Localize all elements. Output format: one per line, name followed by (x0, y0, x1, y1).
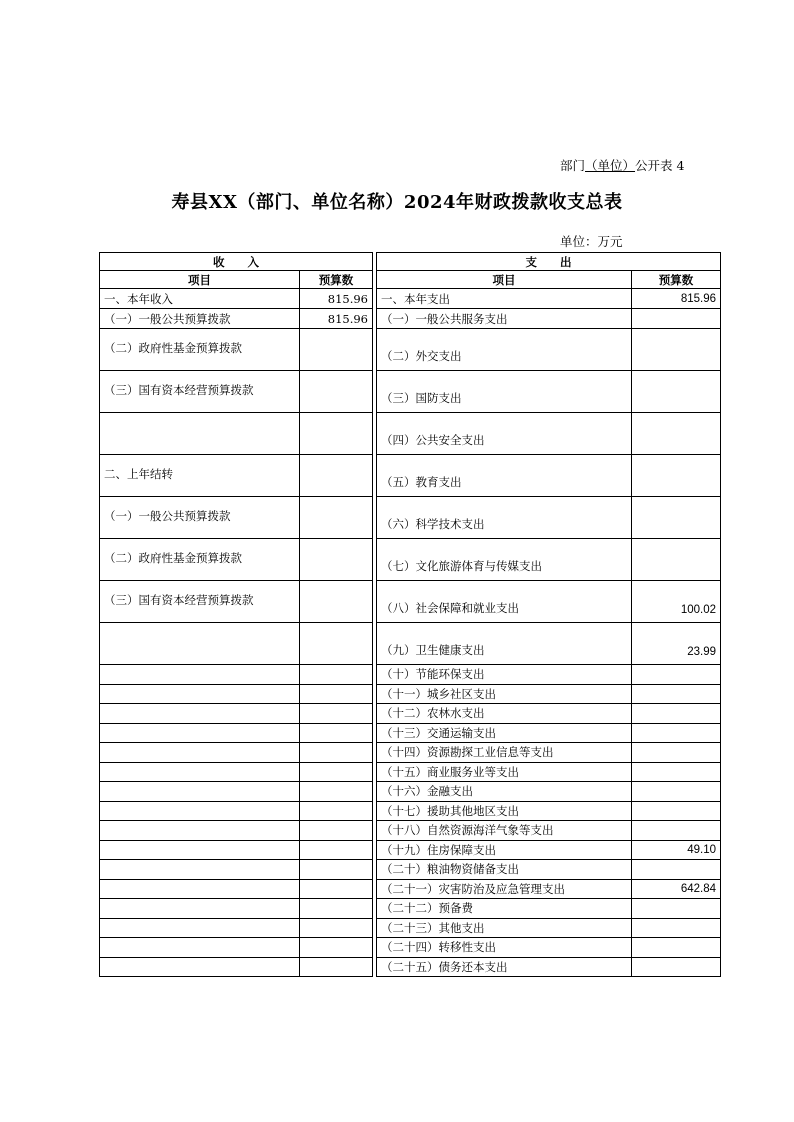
income-item-label (100, 957, 300, 977)
income-item-label: （一）一般公共预算拨款 (100, 309, 300, 329)
expense-budget-value: 100.02 (632, 581, 721, 623)
expense-item-label: （八）社会保障和就业支出 (377, 581, 632, 623)
expense-item-label: （二十四）转移性支出 (377, 938, 632, 958)
expense-item-label: （二十）粮油物资储备支出 (377, 860, 632, 880)
income-budget-value (300, 762, 373, 782)
table-row (100, 581, 721, 623)
expense-item-label: （三）国防支出 (377, 371, 632, 413)
table-row (100, 455, 721, 497)
expense-item-label: （二）外交支出 (377, 329, 632, 371)
expense-item-label: （十二）农林水支出 (377, 704, 632, 724)
table-row (100, 743, 721, 763)
expense-header: 支 出 (377, 253, 721, 271)
section-header-row (100, 253, 721, 271)
income-item-label (100, 899, 300, 919)
expense-budget-value (632, 957, 721, 977)
expense-budget-value (632, 743, 721, 763)
income-item-label: 一、本年收入 (100, 289, 300, 309)
income-item-label (100, 762, 300, 782)
table-row (100, 879, 721, 899)
income-item-label: （三）国有资本经营预算拨款 (100, 581, 300, 623)
expense-budget-value (632, 860, 721, 880)
table-row (100, 309, 721, 329)
expense-item-label: （十一）城乡社区支出 (377, 684, 632, 704)
income-item-label (100, 684, 300, 704)
income-item-header: 项目 (100, 271, 300, 289)
income-budget-value (300, 665, 373, 685)
expense-budget-value (632, 329, 721, 371)
income-budget-value (300, 539, 373, 581)
income-budget-value (300, 413, 373, 455)
table-row (100, 782, 721, 802)
expense-budget-value (632, 801, 721, 821)
column-header-row (100, 271, 721, 289)
income-item-label: 二、上年结转 (100, 455, 300, 497)
expense-budget-value: 23.99 (632, 623, 721, 665)
expense-item-label: （二十二）预备费 (377, 899, 632, 919)
unit-label: 单位：万元 (560, 234, 623, 249)
expense-budget-value (632, 497, 721, 539)
expense-budget-value: 49.10 (632, 840, 721, 860)
expense-item-label: （二十三）其他支出 (377, 918, 632, 938)
expense-budget-value (632, 455, 721, 497)
expense-item-label: （二十五）债务还本支出 (377, 957, 632, 977)
expense-item-label: （十四）资源勘探工业信息等支出 (377, 743, 632, 763)
table-row (100, 821, 721, 841)
income-item-label: （二）政府性基金预算拨款 (100, 329, 300, 371)
expense-item-label: （十八）自然资源海洋气象等支出 (377, 821, 632, 841)
table-row (100, 665, 721, 685)
expense-item-label: （十七）援助其他地区支出 (377, 801, 632, 821)
expense-budget-value (632, 938, 721, 958)
table-row (100, 497, 721, 539)
expense-item-label: （五）教育支出 (377, 455, 632, 497)
form-code-unit: （单位） (585, 158, 636, 173)
expense-item-label: （六）科学技术支出 (377, 497, 632, 539)
table-row (100, 684, 721, 704)
expense-item-header: 项目 (377, 271, 632, 289)
income-budget-value (300, 840, 373, 860)
expense-budget-value (632, 821, 721, 841)
income-budget-value (300, 743, 373, 763)
income-item-label (100, 782, 300, 802)
table-row (100, 957, 721, 977)
expense-budget-value (632, 723, 721, 743)
table-row (100, 860, 721, 880)
expense-item-label: （一）一般公共服务支出 (377, 309, 632, 329)
expense-item-label: （十三）交通运输支出 (377, 723, 632, 743)
expense-item-label: （七）文化旅游体育与传媒支出 (377, 539, 632, 581)
income-budget-value: 815.96 (300, 309, 373, 329)
income-budget-value (300, 782, 373, 802)
income-budget-header: 预算数 (300, 271, 373, 289)
income-item-label (100, 743, 300, 763)
expense-budget-value (632, 899, 721, 919)
expense-item-label: （十五）商业服务业等支出 (377, 762, 632, 782)
form-code-suffix: 公开表 4 (635, 158, 685, 173)
table-row (100, 918, 721, 938)
table-row (100, 801, 721, 821)
expense-budget-value (632, 413, 721, 455)
income-budget-value (300, 899, 373, 919)
income-budget-value (300, 704, 373, 724)
budget-summary-table (99, 252, 721, 977)
expense-budget-value (632, 684, 721, 704)
expense-budget-header: 预算数 (632, 271, 721, 289)
expense-item-label: 一、本年支出 (377, 289, 632, 309)
table-row (100, 762, 721, 782)
income-budget-value (300, 371, 373, 413)
expense-budget-value (632, 918, 721, 938)
income-budget-value (300, 938, 373, 958)
income-budget-value (300, 957, 373, 977)
table-row (100, 723, 721, 743)
income-budget-value (300, 723, 373, 743)
income-item-label (100, 821, 300, 841)
income-budget-value (300, 455, 373, 497)
expense-item-label: （十六）金融支出 (377, 782, 632, 802)
form-code-prefix: 部门 (560, 158, 586, 173)
income-item-label (100, 704, 300, 724)
expense-item-label: （九）卫生健康支出 (377, 623, 632, 665)
income-item-label (100, 413, 300, 455)
expense-budget-value (632, 782, 721, 802)
expense-budget-value (632, 762, 721, 782)
table-row (100, 413, 721, 455)
table-row (100, 840, 721, 860)
income-budget-value (300, 497, 373, 539)
income-item-label (100, 938, 300, 958)
income-budget-value (300, 918, 373, 938)
income-budget-value (300, 623, 373, 665)
expense-budget-value (632, 665, 721, 685)
expense-budget-value: 642.84 (632, 879, 721, 899)
income-budget-value (300, 821, 373, 841)
expense-budget-value (632, 704, 721, 724)
income-item-label (100, 860, 300, 880)
income-budget-value: 815.96 (300, 289, 373, 309)
table-row (100, 704, 721, 724)
income-budget-value (300, 581, 373, 623)
expense-item-label: （四）公共安全支出 (377, 413, 632, 455)
income-budget-value (300, 684, 373, 704)
income-item-label (100, 840, 300, 860)
table-row (100, 938, 721, 958)
expense-budget-value (632, 371, 721, 413)
expense-budget-value (632, 539, 721, 581)
expense-item-label: （二十一）灾害防治及应急管理支出 (377, 879, 632, 899)
income-budget-value (300, 860, 373, 880)
income-budget-value (300, 801, 373, 821)
table-row (100, 539, 721, 581)
income-item-label (100, 623, 300, 665)
income-item-label: （三）国有资本经营预算拨款 (100, 371, 300, 413)
table-row (100, 623, 721, 665)
form-code (560, 156, 684, 174)
income-header: 收 入 (100, 253, 373, 271)
income-item-label (100, 723, 300, 743)
income-item-label: （二）政府性基金预算拨款 (100, 539, 300, 581)
expense-item-label: （十九）住房保障支出 (377, 840, 632, 860)
income-item-label (100, 918, 300, 938)
income-budget-value (300, 329, 373, 371)
table-row (100, 371, 721, 413)
expense-budget-value (632, 309, 721, 329)
table-row (100, 329, 721, 371)
income-item-label (100, 665, 300, 685)
income-item-label: （一）一般公共预算拨款 (100, 497, 300, 539)
table-row (100, 899, 721, 919)
expense-budget-value: 815.96 (632, 289, 721, 309)
income-item-label (100, 879, 300, 899)
expense-item-label: （十）节能环保支出 (377, 665, 632, 685)
income-item-label (100, 801, 300, 821)
income-budget-value (300, 879, 373, 899)
page-title: 寿县XX（部门、单位名称）2024年财政拨款收支总表 (171, 192, 623, 213)
table-row (100, 289, 721, 309)
